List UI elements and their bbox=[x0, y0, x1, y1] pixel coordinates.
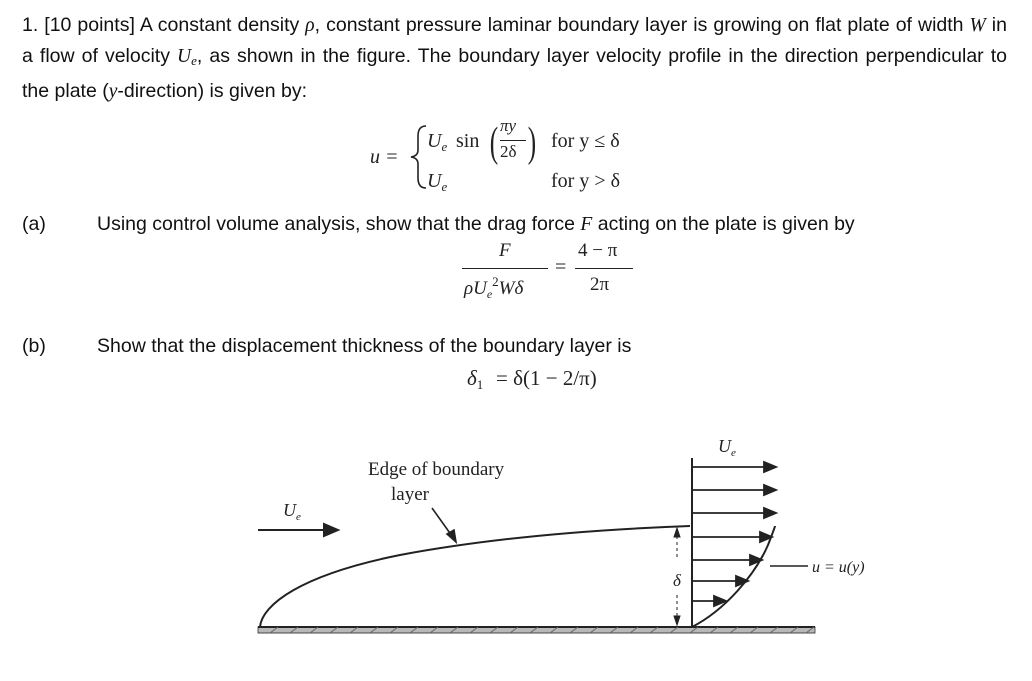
case1-denominator: 2δ bbox=[500, 142, 517, 161]
equation-lhs: u = bbox=[370, 146, 399, 168]
drag-rhs-denominator: 2π bbox=[590, 274, 610, 295]
part-b-text: Show that the displacement thickness of the boundary layer is bbox=[97, 335, 632, 357]
rho-symbol: ρ bbox=[305, 15, 315, 36]
drag-lhs-numerator: F bbox=[499, 240, 511, 261]
problem-points: [10 points] bbox=[44, 14, 135, 36]
case1-numerator: πy bbox=[500, 116, 517, 135]
problem-number: 1. bbox=[22, 14, 39, 36]
case1-sin: sin bbox=[456, 130, 480, 152]
part-a-label: (a) bbox=[22, 213, 46, 235]
intro-text-2: , constant pressure laminar boundary layer is growing on flat plate of width bbox=[314, 14, 964, 36]
case2-condition: for y > δ bbox=[551, 170, 621, 192]
displacement-rhs: = δ(1 − 2/π) bbox=[496, 366, 597, 390]
case1-velocity: $U_e$ bbox=[427, 130, 448, 154]
force-symbol: F bbox=[580, 214, 593, 235]
velocity-profile bbox=[692, 458, 776, 627]
edge-label-line1: Edge of boundary bbox=[368, 459, 505, 480]
case2-velocity: $U_e$ bbox=[427, 170, 448, 194]
freestream-top-label: $U_e$ bbox=[718, 436, 736, 459]
delta-label: δ bbox=[673, 571, 681, 590]
boundary-layer-edge-curve bbox=[260, 526, 690, 627]
intro-text-1: A constant density bbox=[139, 14, 300, 36]
intro-text-4: , as shown in the figure. The boundary layer velocity profile in the direction perpendicular to the plate ( bbox=[22, 45, 1007, 102]
drag-equals: = bbox=[555, 256, 567, 278]
freestream-arrow-left bbox=[258, 524, 338, 536]
case1-condition: for y ≤ δ bbox=[551, 130, 620, 152]
drag-rhs-numerator: 4 − π bbox=[578, 240, 618, 261]
edge-label-pointer bbox=[432, 508, 456, 542]
displacement-lhs: δ1 bbox=[467, 366, 484, 392]
width-symbol: W bbox=[969, 15, 986, 36]
intro-text-5: -direction) is given by: bbox=[117, 80, 308, 102]
y-symbol: y bbox=[108, 81, 118, 102]
drag-lhs-denominator: $\rho U_e^2W\delta$ bbox=[464, 274, 524, 301]
velocity-symbol: $U_e$ bbox=[177, 46, 197, 68]
edge-label-line2: layer bbox=[391, 484, 429, 505]
intro-text-3: in a flow of velocity bbox=[22, 14, 1007, 67]
part-b-label: (b) bbox=[22, 335, 46, 357]
part-a-text: Using control volume analysis, show that the drag force F acting on the plate is given by bbox=[97, 213, 855, 235]
freestream-left-label: $U_e$ bbox=[283, 500, 301, 523]
profile-label: u = u(y) bbox=[812, 559, 865, 576]
case1-rparen: ) bbox=[527, 120, 537, 166]
case1-lparen: ( bbox=[489, 120, 499, 166]
flat-plate bbox=[258, 627, 815, 633]
